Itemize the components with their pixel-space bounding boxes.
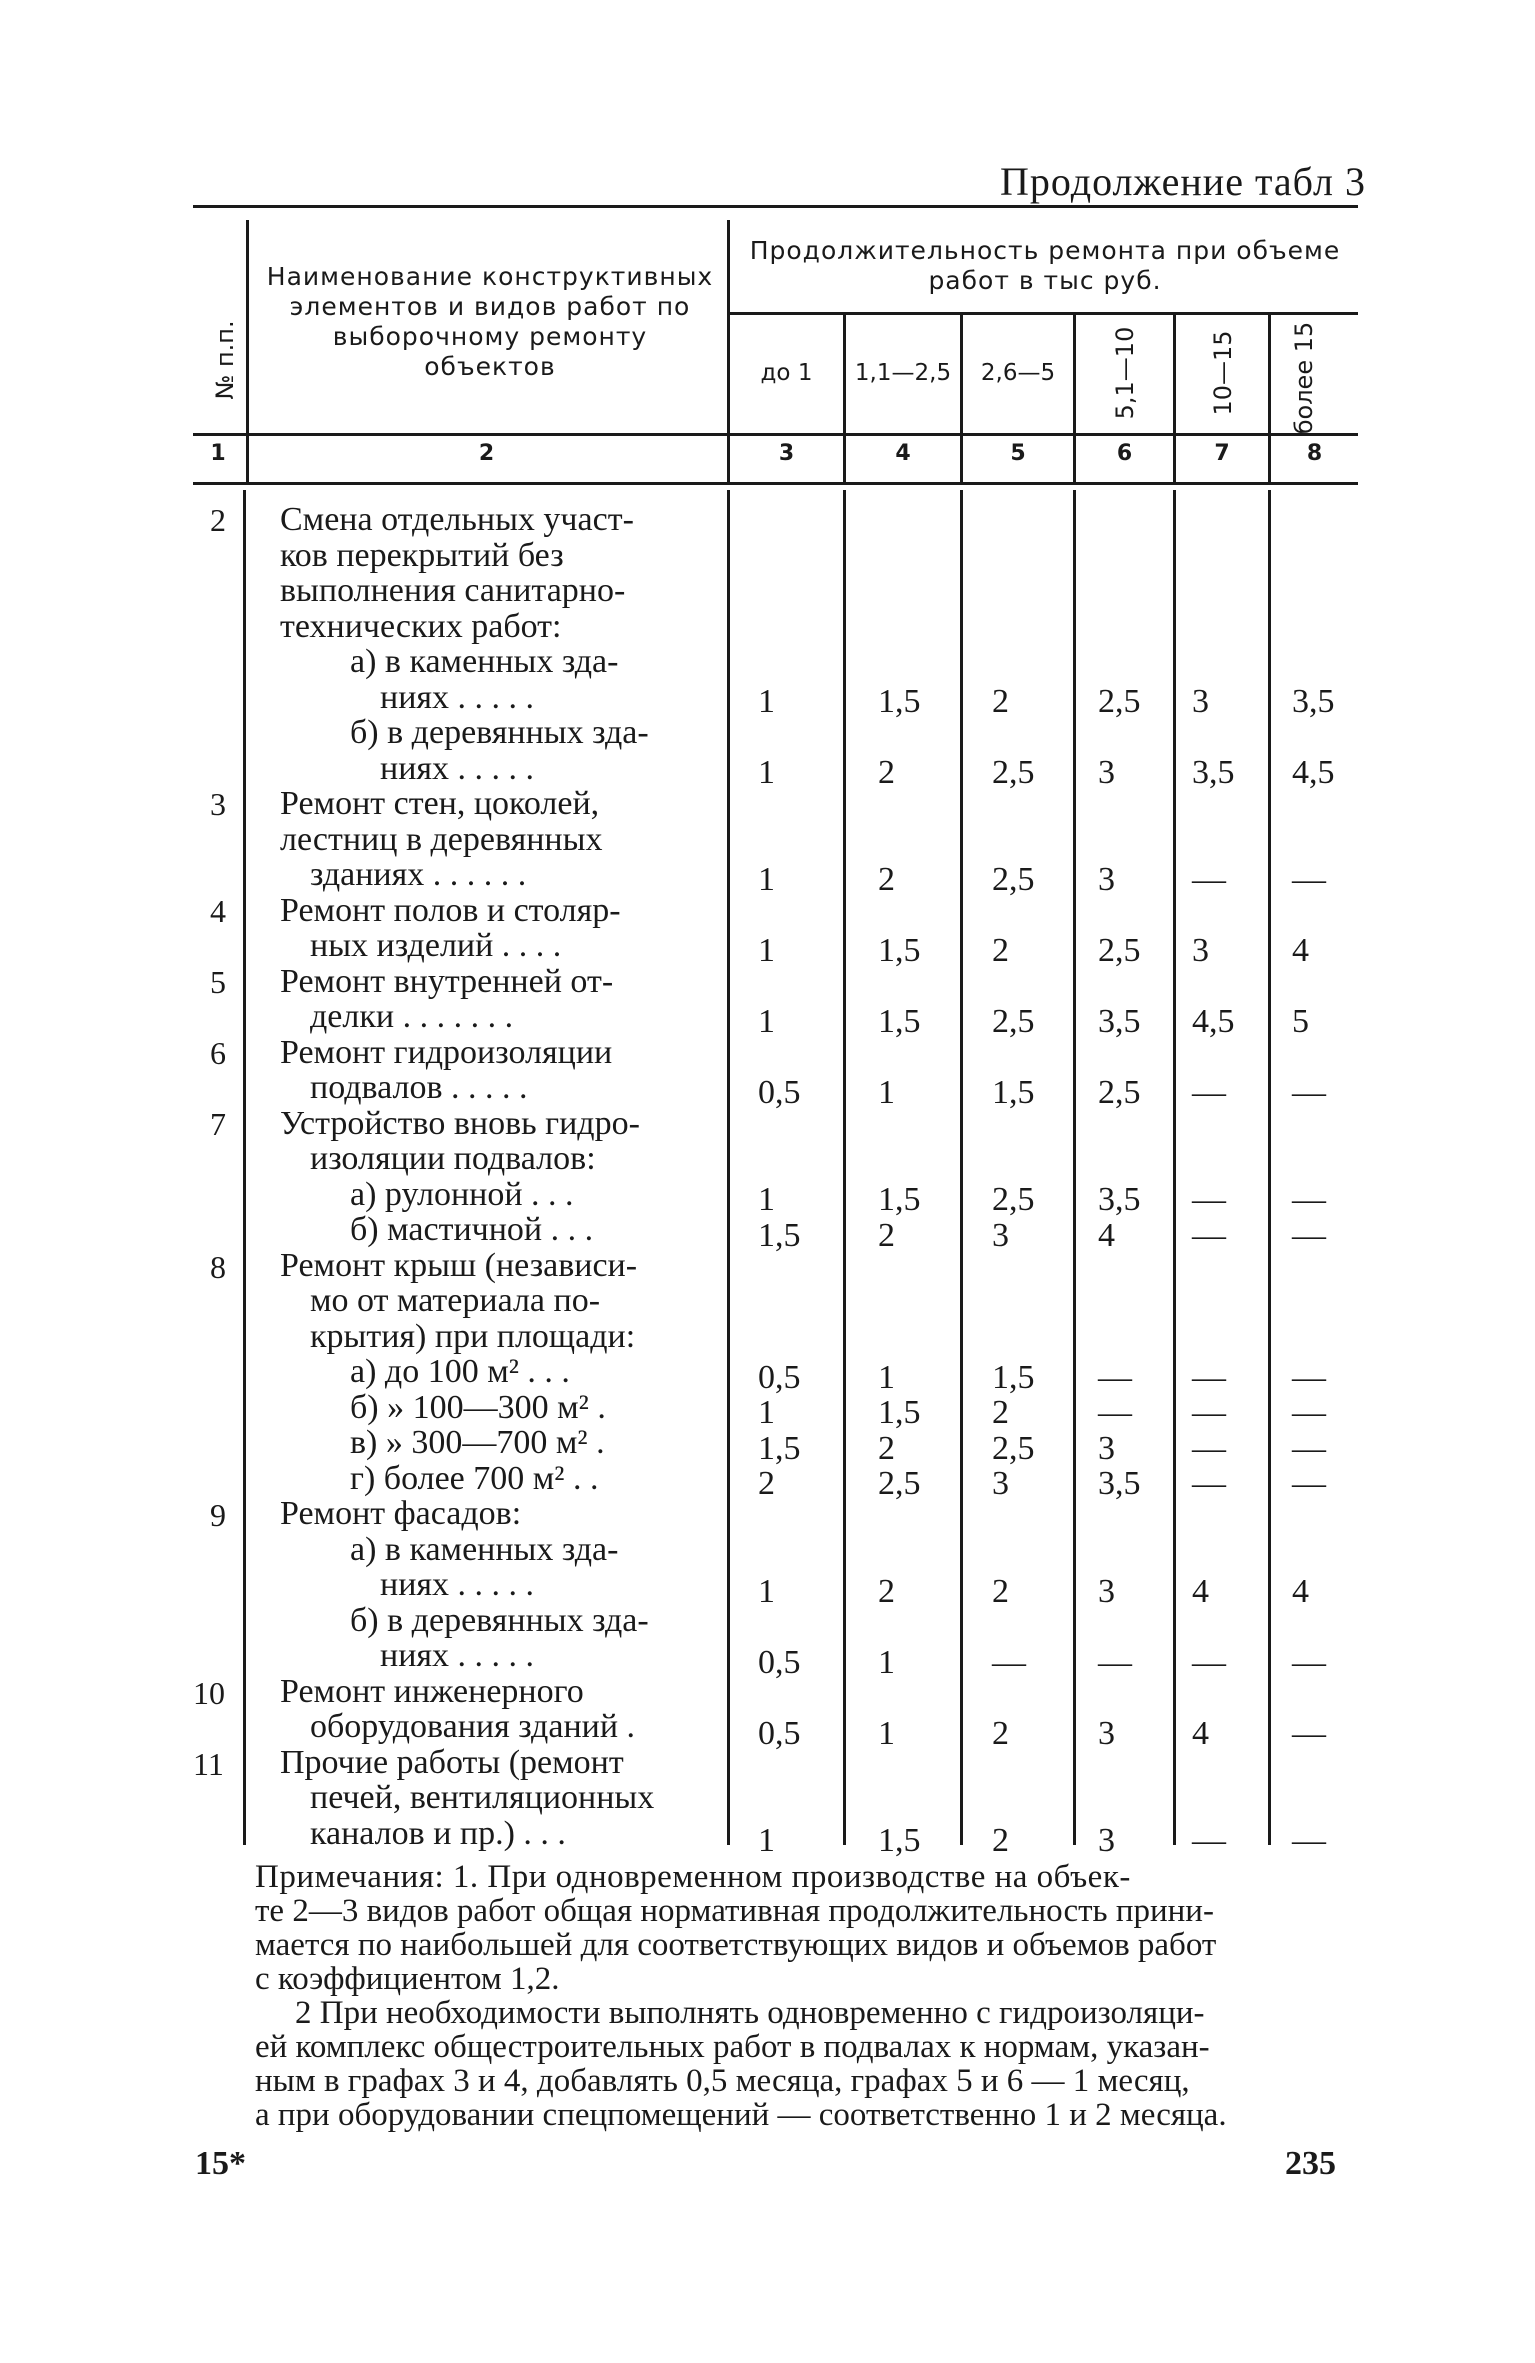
table-cell: 3,5 xyxy=(1192,754,1235,791)
table-cell: — xyxy=(1292,1217,1326,1254)
table-cell: 1 xyxy=(758,754,775,791)
table-cell: 4 xyxy=(1192,1573,1209,1610)
table-cell: 1,5 xyxy=(758,1217,801,1254)
colnum-4: 4 xyxy=(895,441,911,466)
body-col-divider xyxy=(1073,490,1076,1845)
table-cell: 3 xyxy=(992,1217,1009,1254)
table-cell: 4,5 xyxy=(1292,754,1335,791)
table-cell: 3 xyxy=(1098,1822,1115,1859)
body-col-divider xyxy=(243,490,246,1845)
table-cell: 1 xyxy=(878,1074,895,1111)
table-cell: 5 xyxy=(1292,1003,1309,1040)
table-cell: 2 xyxy=(992,1822,1009,1859)
table-cell: — xyxy=(1192,1181,1226,1218)
header-volume-2: 1,1—2,5 xyxy=(854,360,952,386)
table-cell: 1,5 xyxy=(992,1359,1035,1396)
body-col-divider xyxy=(960,490,963,1845)
body-col-divider xyxy=(843,490,846,1845)
note-line: а при оборудовании спецпомещений — соответственно 1 и 2 месяца. xyxy=(255,2097,1227,2133)
table-cell: — xyxy=(1292,1359,1326,1396)
row-number: 11 xyxy=(193,1746,224,1782)
table-cell: 1,5 xyxy=(758,1430,801,1467)
table-cell: 2,5 xyxy=(1098,932,1141,969)
table-cell: — xyxy=(1292,1822,1326,1859)
row-number: 5 xyxy=(210,964,226,1000)
row-name: Смена отдельных участ- ков перекрытий без выполнения санитарно- технических работ: а) в каменных зда- ниях . . . . . б) в деревянных зда- ниях . . . . . Ремонт стен, цоколей, лестниц в деревянных зданиях . . . . . . Ремонт полов и столяр- ных изделий . . . . Ремонт внутренней от- делки . . . . . . . Ремонт гидроизоляции подвалов . . . . . Устройство вновь гидро- изоляции подвалов: а) рулонной . . . б) мастичной . . . Ремонт крыш (независи- мо от материала по- крытия) при площади: а) до 100 м² . . . б) » 100—300 м² . в) » 300—700 м² . г) более 700 м² . . Ремонт фасадов: а) в каменных зда- ниях . . . . . б) в деревянных зда- ниях . . . . . Ремонт инженерного оборудования зданий . Прочие работы (ремонт печей, вентиляционных каналов и пр.) . . . xyxy=(280,501,655,1852)
table-cell: 1 xyxy=(758,1394,775,1431)
table-cell: 2,5 xyxy=(992,861,1035,898)
table-cell: 2,5 xyxy=(1098,1074,1141,1111)
table-cell: 1,5 xyxy=(992,1074,1035,1111)
colnum-8: 8 xyxy=(1306,441,1323,466)
table-cell: 2 xyxy=(878,1430,895,1467)
row-number: 9 xyxy=(210,1497,226,1533)
signature-mark: 15* xyxy=(195,2145,246,2182)
table-cell: — xyxy=(1292,1074,1326,1111)
table-cell: 3,5 xyxy=(1098,1465,1141,1502)
row-number: 6 xyxy=(210,1035,226,1071)
table-cell: 1 xyxy=(758,1003,775,1040)
table-cell: 1 xyxy=(758,861,775,898)
table-cell: 1 xyxy=(878,1359,895,1396)
table-cell: 2 xyxy=(992,683,1009,720)
table-cell: 3 xyxy=(992,1465,1009,1502)
continuation-label: Продолжение табл 3 xyxy=(1000,159,1366,204)
table-top-rule xyxy=(193,205,1358,208)
row-number: 7 xyxy=(210,1106,226,1142)
table-cell: 2 xyxy=(878,1217,895,1254)
header-volume-5: 10—15 xyxy=(1209,330,1237,416)
table-cell: 3 xyxy=(1098,1573,1115,1610)
table-cell: — xyxy=(1292,1644,1326,1681)
table-cell: — xyxy=(1292,1394,1326,1431)
table-cell: 3,5 xyxy=(1098,1003,1141,1040)
table-cell: 2 xyxy=(992,1573,1009,1610)
table-cell: 3 xyxy=(1192,932,1209,969)
colnum-6: 6 xyxy=(1116,441,1133,466)
header-sub-rule xyxy=(730,312,1358,315)
table-cell: 3 xyxy=(1098,1715,1115,1752)
table-cell: 0,5 xyxy=(758,1715,801,1752)
table-cell: 4 xyxy=(1192,1715,1209,1752)
table-cell: 1,5 xyxy=(878,1822,921,1859)
header-volume-6: более 15 xyxy=(1290,321,1318,435)
table-cell: 3 xyxy=(1098,1430,1115,1467)
table-cell: — xyxy=(1192,1430,1226,1467)
header-volume-4: 5,1—10 xyxy=(1111,326,1139,420)
table-cell: — xyxy=(1098,1644,1132,1681)
body-col-divider xyxy=(1268,490,1271,1845)
table-cell: 1 xyxy=(758,932,775,969)
table-cell: — xyxy=(1192,861,1226,898)
note-line: Примечания: 1. При одновременном производстве на объек- xyxy=(255,1859,1131,1895)
table-cell: 4,5 xyxy=(1192,1003,1235,1040)
table-cell: 0,5 xyxy=(758,1359,801,1396)
table-cell: 1 xyxy=(878,1715,895,1752)
row-number: 10 xyxy=(193,1675,225,1711)
row-number: 4 xyxy=(210,893,226,929)
note-line: с коэффициентом 1,2. xyxy=(255,1961,560,1997)
row-number: 3 xyxy=(210,786,226,822)
table-cell: 2 xyxy=(992,932,1009,969)
table-cell: 1,5 xyxy=(878,932,921,969)
table-cell: 2 xyxy=(878,861,895,898)
table-cell: — xyxy=(1292,861,1326,898)
colnum-3: 3 xyxy=(778,441,795,466)
table-cell: 2,5 xyxy=(992,1181,1035,1218)
table-cell: 2 xyxy=(878,1573,895,1610)
table-cell: — xyxy=(1192,1359,1226,1396)
table-cell: 3 xyxy=(1098,861,1115,898)
table-cell: 4 xyxy=(1292,1573,1309,1610)
header-volume-3: 2,6—5 xyxy=(980,360,1056,386)
table-cell: 3 xyxy=(1192,683,1209,720)
table-cell: 3,5 xyxy=(1292,683,1335,720)
table-cell: — xyxy=(1292,1465,1326,1502)
header-bottom-rule xyxy=(193,433,1358,436)
table-cell: 2,5 xyxy=(992,754,1035,791)
note-line: ным в графах 3 и 4, добавлять 0,5 месяца, графах 5 и 6 — 1 месяц, xyxy=(255,2063,1190,2099)
table-cell: 1,5 xyxy=(878,1394,921,1431)
table-cell: 2 xyxy=(992,1715,1009,1752)
header-number-col: № п.п. xyxy=(211,320,239,400)
table-cell: — xyxy=(1192,1394,1226,1431)
table-cell: 2,5 xyxy=(992,1430,1035,1467)
table-cell: 2 xyxy=(758,1465,775,1502)
table-cell: 3 xyxy=(1098,754,1115,791)
colnum-5: 5 xyxy=(1010,441,1026,466)
table-notes xyxy=(255,1860,1350,2132)
table-cell: 0,5 xyxy=(758,1074,801,1111)
table-cell: 1 xyxy=(758,1573,775,1610)
page-number: 235 xyxy=(1285,2145,1336,2182)
table-cell: — xyxy=(1292,1715,1326,1752)
table-cell: 1,5 xyxy=(878,683,921,720)
table-cell: — xyxy=(1192,1217,1226,1254)
table-cell: 2,5 xyxy=(992,1003,1035,1040)
note-line: ей комплекс общестроительных работ в подвалах к нормам, указан- xyxy=(255,2029,1210,2065)
note-line: те 2—3 видов работ общая нормативная продолжительность прини- xyxy=(255,1893,1214,1929)
table-cell: 2 xyxy=(878,754,895,791)
body-col-divider xyxy=(1173,490,1176,1845)
table-cell: 1 xyxy=(758,683,775,720)
table-cell: — xyxy=(1192,1465,1226,1502)
table-cell: 0,5 xyxy=(758,1644,801,1681)
colnum-2: 2 xyxy=(478,441,495,466)
table-cell: 3,5 xyxy=(1098,1181,1141,1218)
table-cell: — xyxy=(1192,1822,1226,1859)
table-cell: 2,5 xyxy=(878,1465,921,1502)
table-cell: — xyxy=(1292,1181,1326,1218)
colnum-7: 7 xyxy=(1214,441,1230,466)
table-cell: 1,5 xyxy=(878,1003,921,1040)
table-cell: 4 xyxy=(1292,932,1309,969)
table-cell: — xyxy=(1192,1074,1226,1111)
table-cell: 4 xyxy=(1098,1217,1115,1254)
table-cell: 2,5 xyxy=(1098,683,1141,720)
table-cell: 1,5 xyxy=(878,1181,921,1218)
header-name-col: Наименование конструктивных элементов и видов работ по выборочному ремонту объектов xyxy=(266,262,714,381)
table-cell: — xyxy=(1192,1644,1226,1681)
colnum-1: 1 xyxy=(210,441,226,466)
header-volume-1: до 1 xyxy=(760,360,813,386)
row-number: 2 xyxy=(210,502,226,538)
table-cell: 1 xyxy=(758,1822,775,1859)
note-line: 2 При необходимости выполнять одновременно с гидроизоляци- xyxy=(295,1995,1205,2031)
header-duration-col: Продолжительность ремонта при объеме работ в тыс руб. xyxy=(749,236,1341,295)
table-cell: 1 xyxy=(758,1181,775,1218)
colnum-bottom-rule xyxy=(193,482,1358,485)
body-col-divider xyxy=(727,490,730,1845)
table-cell: 2 xyxy=(992,1394,1009,1431)
note-line: мается по наибольшей для соответствующих видов и объемов работ xyxy=(255,1927,1217,1963)
table-cell: — xyxy=(1292,1430,1326,1467)
row-number: 8 xyxy=(210,1249,226,1285)
table-cell: 1 xyxy=(878,1644,895,1681)
table-cell: — xyxy=(1098,1359,1132,1396)
table-cell: — xyxy=(1098,1394,1132,1431)
table-cell: — xyxy=(992,1644,1026,1681)
